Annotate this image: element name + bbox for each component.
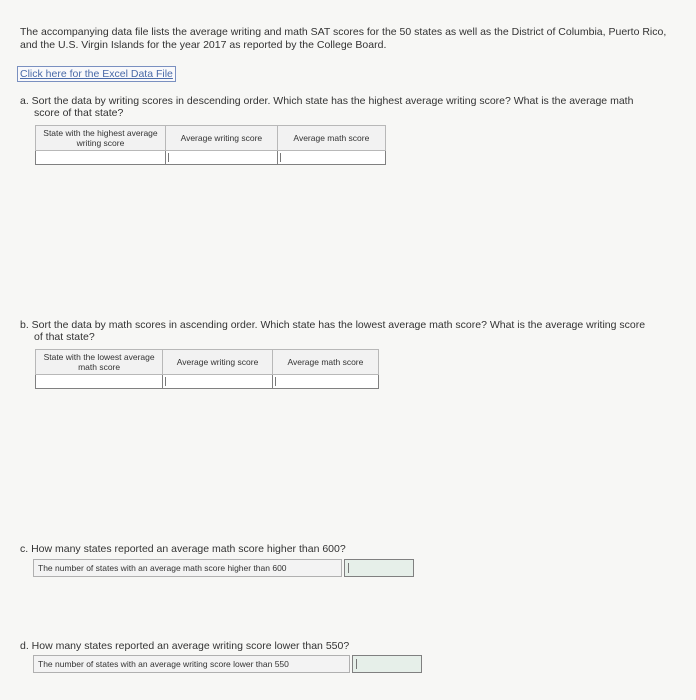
avg-writing-score-b-input[interactable] [163,375,272,388]
cell-a-math[interactable] [277,151,385,165]
text-cursor-icon [348,563,349,573]
cell-b-math[interactable] [272,375,378,389]
question-a-line1: a. Sort the data by writing scores in descending order. Which state has the highest average writing score? What is the average math [20,95,634,107]
label-writing-lower-550: The number of states with an average writing score lower than 550 [33,655,350,673]
writing-lower-550-input[interactable] [353,656,421,672]
problem-intro: The accompanying data file lists the average writing and math SAT scores for the 50 states as well as the District of Columbia, Puerto Rico, and the U.S. Virgin Islands for the year 2017 as reported by the College Board. [20,26,667,51]
answer-table-b [35,349,379,389]
math-higher-600-input[interactable] [345,560,413,576]
math-higher-600-box[interactable] [344,559,414,577]
header-state-highest-writing: State with the highest average writing score [36,126,166,151]
question-b-line2: of that state? [34,331,95,343]
answer-table-a [35,125,386,165]
header-avg-writing-score: Average writing score [165,126,277,151]
cell-b-state[interactable] [36,375,163,389]
text-cursor-icon [168,153,169,162]
avg-math-score-b-input[interactable] [273,375,378,388]
label-math-higher-600: The number of states with an average math score higher than 600 [33,559,342,577]
writing-lower-550-box[interactable] [352,655,422,673]
question-c: c. How many states reported an average math score higher than 600? [20,543,346,555]
header-avg-math-score: Average math score [272,350,378,375]
question-b [20,319,680,343]
question-b-line1: b. Sort the data by math scores in ascending order. Which state has the lowest average math score? What is the average writing score [20,319,646,331]
question-a-line2: score of that state? [34,107,124,119]
header-avg-math-score: Average math score [277,126,385,151]
text-cursor-icon [275,377,276,386]
cell-a-state[interactable] [36,151,166,165]
text-cursor-icon [356,659,357,669]
cell-a-writing[interactable] [165,151,277,165]
question-d: d. How many states reported an average writing score lower than 550? [20,640,350,652]
header-avg-writing-score: Average writing score [163,350,273,375]
avg-math-score-a-input[interactable] [278,151,385,164]
excel-data-file-link[interactable]: Click here for the Excel Data File [17,66,176,82]
answer-row-c [33,559,414,577]
text-cursor-icon [165,377,166,386]
state-highest-writing-input[interactable] [36,151,165,164]
cell-b-writing[interactable] [163,375,273,389]
question-a [20,95,680,119]
answer-row-d [33,655,422,673]
header-state-lowest-math: State with the lowest average math score [36,350,163,375]
text-cursor-icon [280,153,281,162]
avg-writing-score-a-input[interactable] [166,151,277,164]
state-lowest-math-input[interactable] [36,375,162,388]
